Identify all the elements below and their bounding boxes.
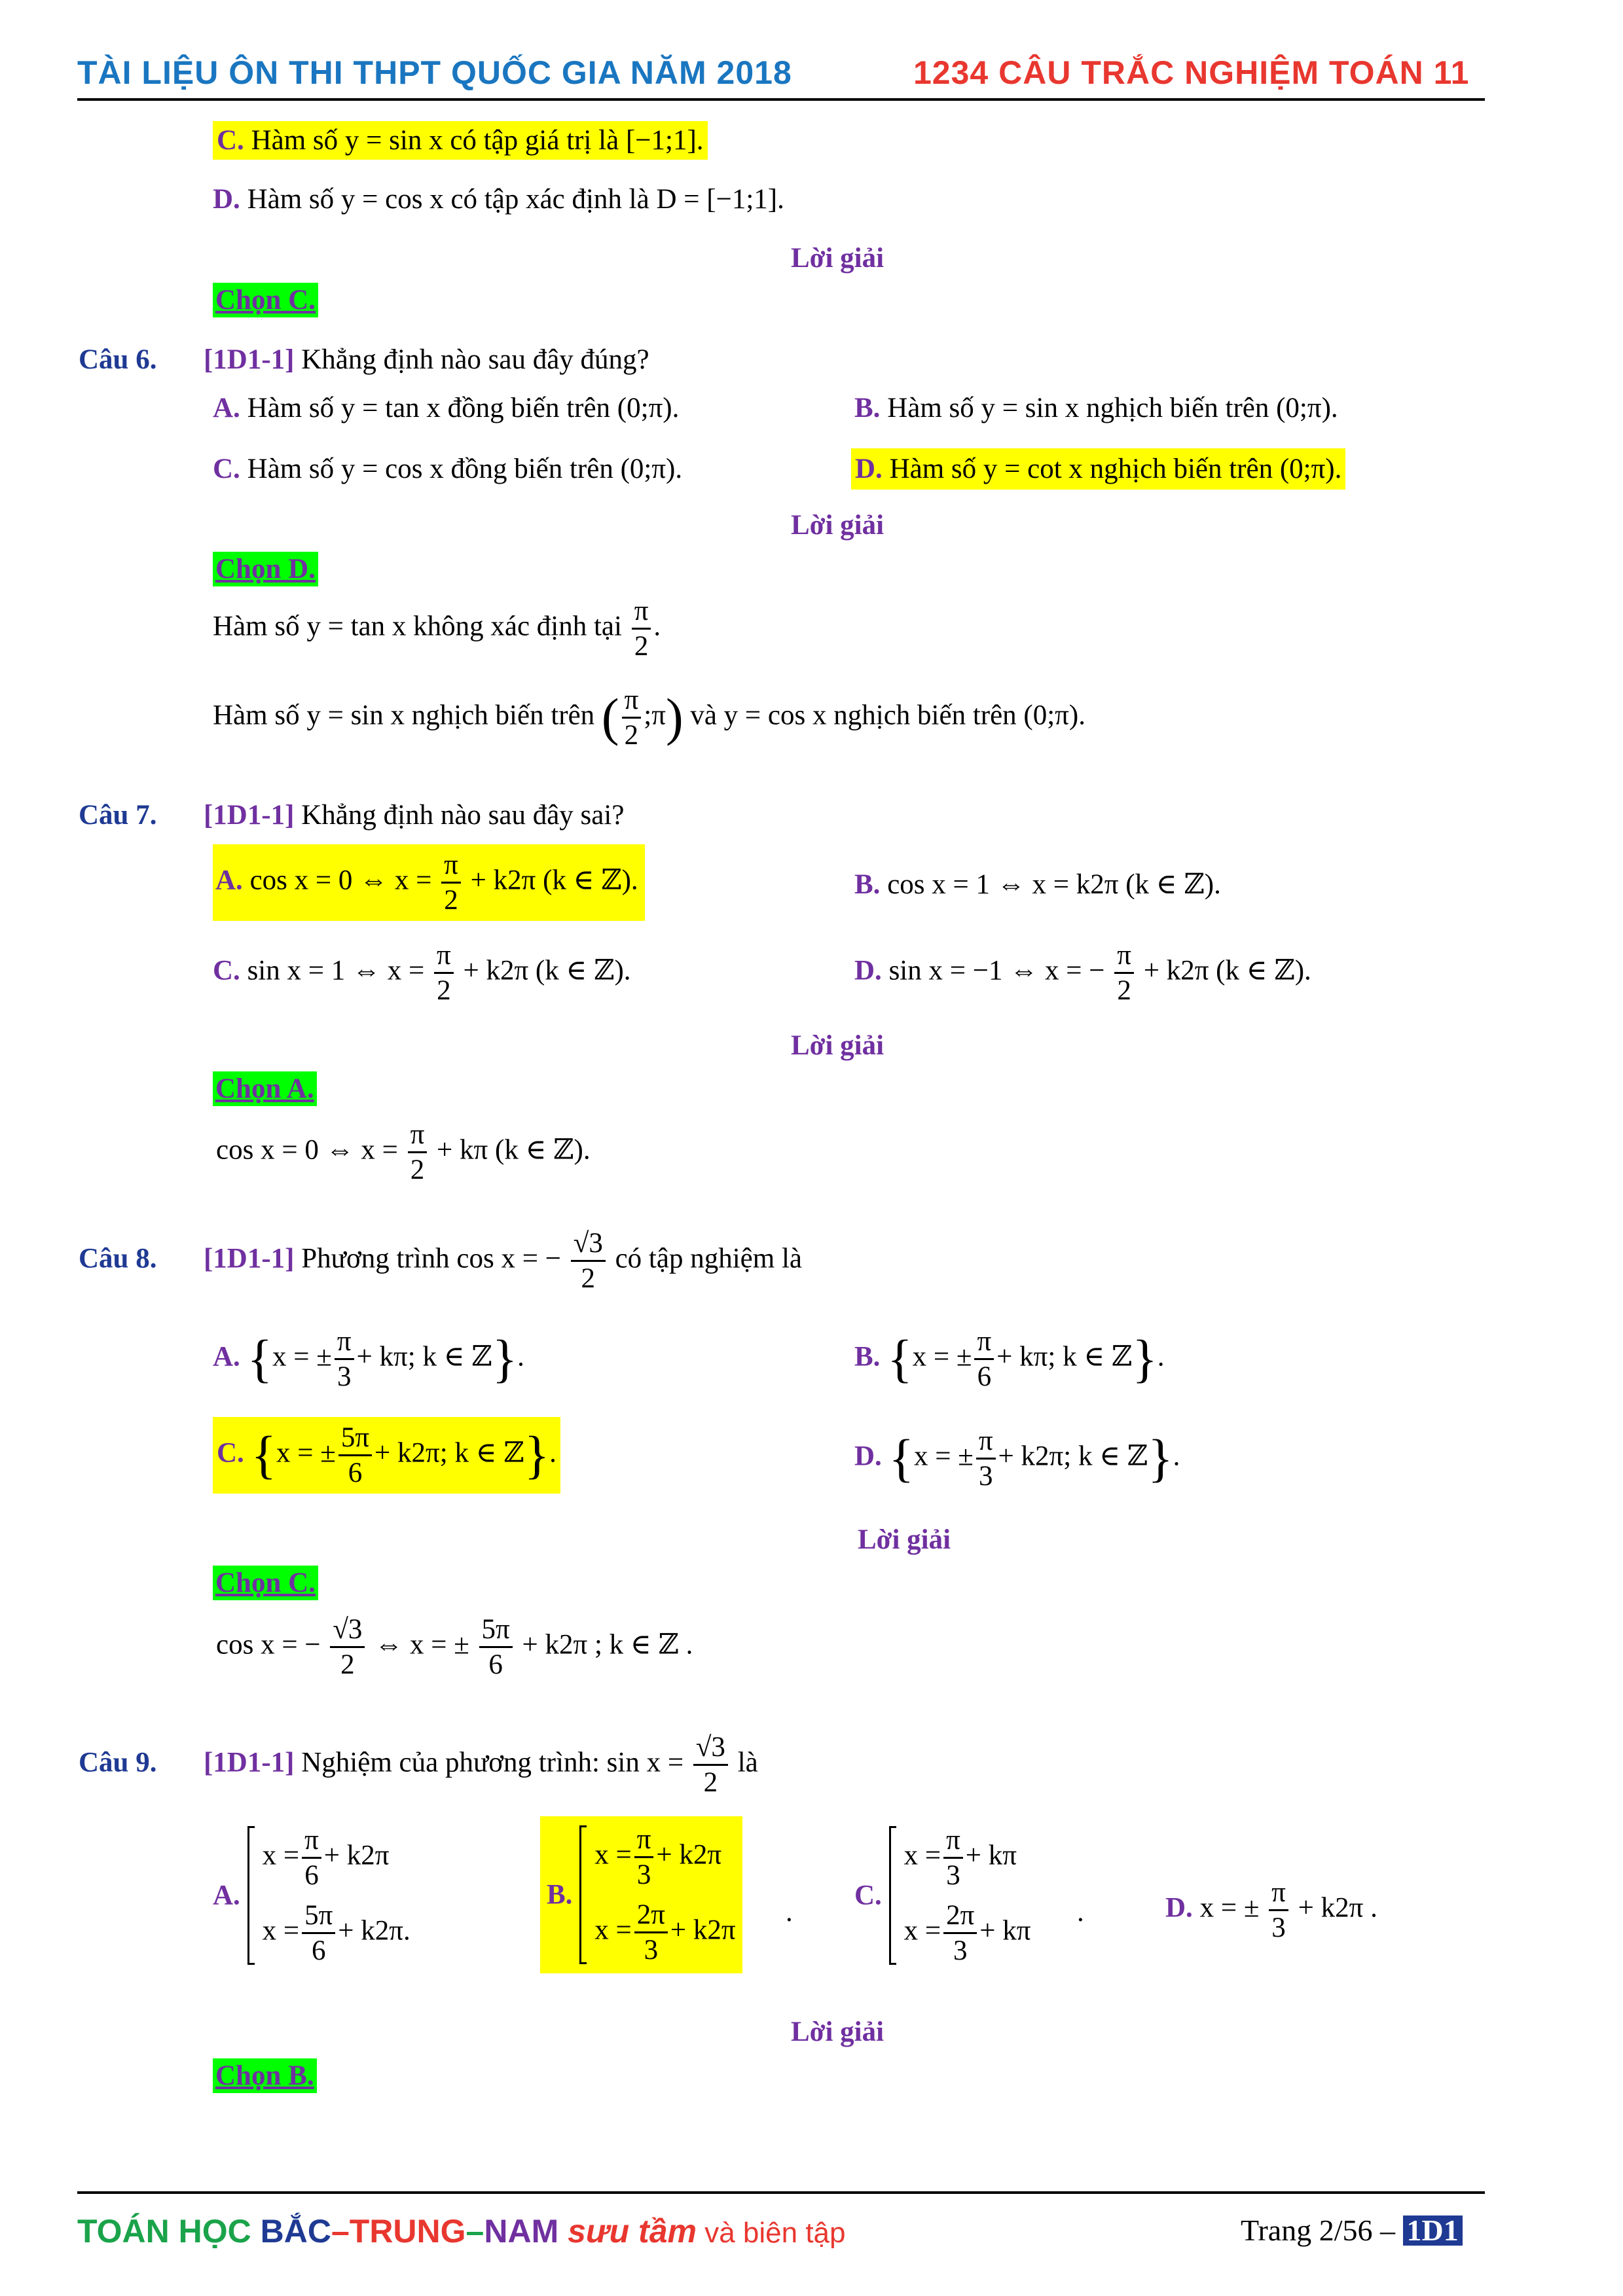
q8-question: Câu 8. [1D1-1] Phương trình cos x = − $\frac{√3}{2}$ có tập nghiệm là: [79, 1228, 802, 1294]
q7-option-b: B. cos x = 1 ⇔ x = k2π (k ∈ ℤ).: [854, 869, 1221, 900]
q6-question: Câu 6. [1D1-1] Khẳng định nào sau đây đúng?: [79, 344, 649, 375]
q6-option-b: B. Hàm số y = sin x nghịch biến trên (0;π).: [854, 393, 1338, 423]
q6-solution-line2: Hàm số y = sin x nghịch biến trên ( $\frac{\pi}{2}$ ;π) và y = cos x nghịch biến trên (0;π).: [213, 685, 1085, 751]
q6-option-c: C. Hàm số y = cos x đồng biến trên (0;π).: [213, 454, 683, 484]
fraction: $\frac{\pi}{3}$: [1269, 1878, 1288, 1942]
fraction: $\frac{\pi}{2}$: [632, 597, 651, 660]
q7-question: Câu 7. [1D1-1] Khẳng định nào sau đây sai?: [79, 800, 625, 831]
fraction: $\frac{5\pi}{6}$: [479, 1615, 513, 1679]
fraction: $\frac{\pi}{3}$: [943, 1826, 963, 1890]
fraction: $\frac{√3}{2}$: [330, 1615, 365, 1679]
fraction: $\frac{\pi}{6}$: [974, 1327, 994, 1391]
q5-option-d: D. Hàm số y = cos x có tập xác định là D = [−1;1].: [213, 184, 784, 215]
q5-loi-giai: Lời giải: [791, 243, 884, 274]
bracket-system: x = $\frac{\pi}{3}$ + kπ x = $\frac{2\pi}{3}$ + kπ: [889, 1826, 1031, 1965]
footer-brand: TOÁN HỌC BẮC–TRUNG–NAM sưu tầm và biên tập: [77, 2213, 846, 2250]
bracket-system: x = $\frac{\pi}{3}$ + k2π x = $\frac{2\pi}{3}$ + k2π: [579, 1825, 735, 1964]
fraction: $\frac{√3}{2}$: [571, 1229, 606, 1293]
fraction: $\frac{\pi}{3}$: [634, 1825, 654, 1889]
q8-option-c: C. {x = ± $\frac{5\pi}{6}$ + k2π; k ∈ ℤ}.: [213, 1417, 560, 1494]
q5-option-c: C. Hàm số y = sin x có tập giá trị là [−1;1].: [213, 121, 708, 160]
q8-option-d: D. {x = ± $\frac{\pi}{3}$ + k2π; k ∈ ℤ}.: [854, 1426, 1180, 1492]
fraction: $\frac{\pi}{3}$: [976, 1427, 996, 1490]
q5-chon: Chọn C.: [213, 283, 318, 317]
q9-chon: Chọn B.: [213, 2058, 317, 2093]
q6-loi-giai: Lời giải: [791, 510, 884, 541]
q8-option-b: B. {x = ± $\frac{\pi}{6}$ + kπ; k ∈ ℤ}.: [854, 1326, 1165, 1392]
q7-solution: cos x = 0 ⇔ x = $\frac{\pi}{2}$ + kπ (k ∈ ℤ).: [216, 1119, 591, 1185]
fraction: $\frac{5\pi}{6}$: [302, 1901, 335, 1965]
fraction: $\frac{\pi}{2}$: [441, 851, 461, 914]
q7-chon: Chọn A.: [213, 1071, 317, 1106]
footer-page: Trang 2/56 – 1D1: [1241, 2215, 1463, 2246]
fraction: $\frac{5\pi}{6}$: [338, 1424, 372, 1487]
fraction: $\frac{\pi}{2}$: [408, 1121, 428, 1184]
q6-chon: Chọn D.: [213, 552, 318, 586]
q6-option-d: D. Hàm số y = cot x nghịch biến trên (0;π).: [851, 448, 1345, 490]
header-right: 1234 CÂU TRẮC NGHIỆM TOÁN 11: [913, 54, 1470, 91]
fraction: $\frac{\pi}{3}$: [335, 1327, 354, 1391]
q8-loi-giai: Lời giải: [858, 1524, 951, 1555]
fraction: $\frac{\pi}{6}$: [302, 1826, 321, 1890]
q7-option-a: A. cos x = 0 ⇔ x = $\frac{\pi}{2}$ + k2π (k ∈ ℤ).: [213, 844, 645, 921]
q7-option-c: C. sin x = 1 ⇔ x = $\frac{\pi}{2}$ + k2π (k ∈ ℤ).: [213, 940, 631, 1006]
q9-option-b: B. x = $\frac{\pi}{3}$ + k2π x = $\frac{2\pi}{3}$ + k2π: [540, 1816, 742, 1973]
header-rule: [77, 98, 1485, 101]
fraction: $\frac{\pi}{2}$: [622, 686, 642, 749]
q8-option-a: A. {x = ± $\frac{\pi}{3}$ + kπ; k ∈ ℤ}.: [213, 1326, 524, 1392]
bracket-system: x = $\frac{\pi}{6}$ + k2π x = $\frac{5\pi}{6}$ + k2π.: [247, 1826, 410, 1965]
q9-question: Câu 9. [1D1-1] Nghiệm của phương trình: sin x = $\frac{√3}{2}$ là: [79, 1732, 758, 1798]
q8-chon: Chọn C.: [213, 1566, 318, 1600]
fraction: $\frac{2\pi}{3}$: [634, 1901, 668, 1964]
q9-loi-giai: Lời giải: [791, 2017, 884, 2047]
q6-option-a: A. Hàm số y = tan x đồng biến trên (0;π).: [213, 393, 680, 423]
q7-loi-giai: Lời giải: [791, 1030, 884, 1061]
q7-option-d: D. sin x = −1 ⇔ x = − $\frac{\pi}{2}$ + k2π (k ∈ ℤ).: [854, 940, 1311, 1006]
fraction: $\frac{\pi}{2}$: [1114, 941, 1134, 1005]
fraction: $\frac{\pi}{2}$: [434, 941, 454, 1005]
fraction: $\frac{√3}{2}$: [693, 1733, 728, 1797]
q6-solution-line1: Hàm số y = tan x không xác định tại $\frac{\pi}{2}$ .: [213, 596, 661, 662]
footer-rule: [77, 2191, 1485, 2194]
header-left: TÀI LIỆU ÔN THI THPT QUỐC GIA NĂM 2018: [77, 54, 792, 91]
chapter-code: 1D1: [1403, 2215, 1463, 2246]
q9-option-a: A. x = $\frac{\pi}{6}$ + k2π x = $\frac{5\pi}{6}$ + k2π.: [213, 1825, 410, 1966]
q9-option-c: C. x = $\frac{\pi}{3}$ + kπ x = $\frac{2\pi}{3}$ + kπ: [854, 1825, 1031, 1966]
q9-option-d: D. x = ± $\frac{\pi}{3}$ + k2π .: [1165, 1877, 1377, 1943]
fraction: $\frac{2\pi}{3}$: [943, 1901, 977, 1965]
q8-solution: cos x = − $\frac{√3}{2}$ ⇔ x = ± $\frac{5\pi}{6}$ + k2π ; k ∈ ℤ .: [216, 1614, 693, 1680]
